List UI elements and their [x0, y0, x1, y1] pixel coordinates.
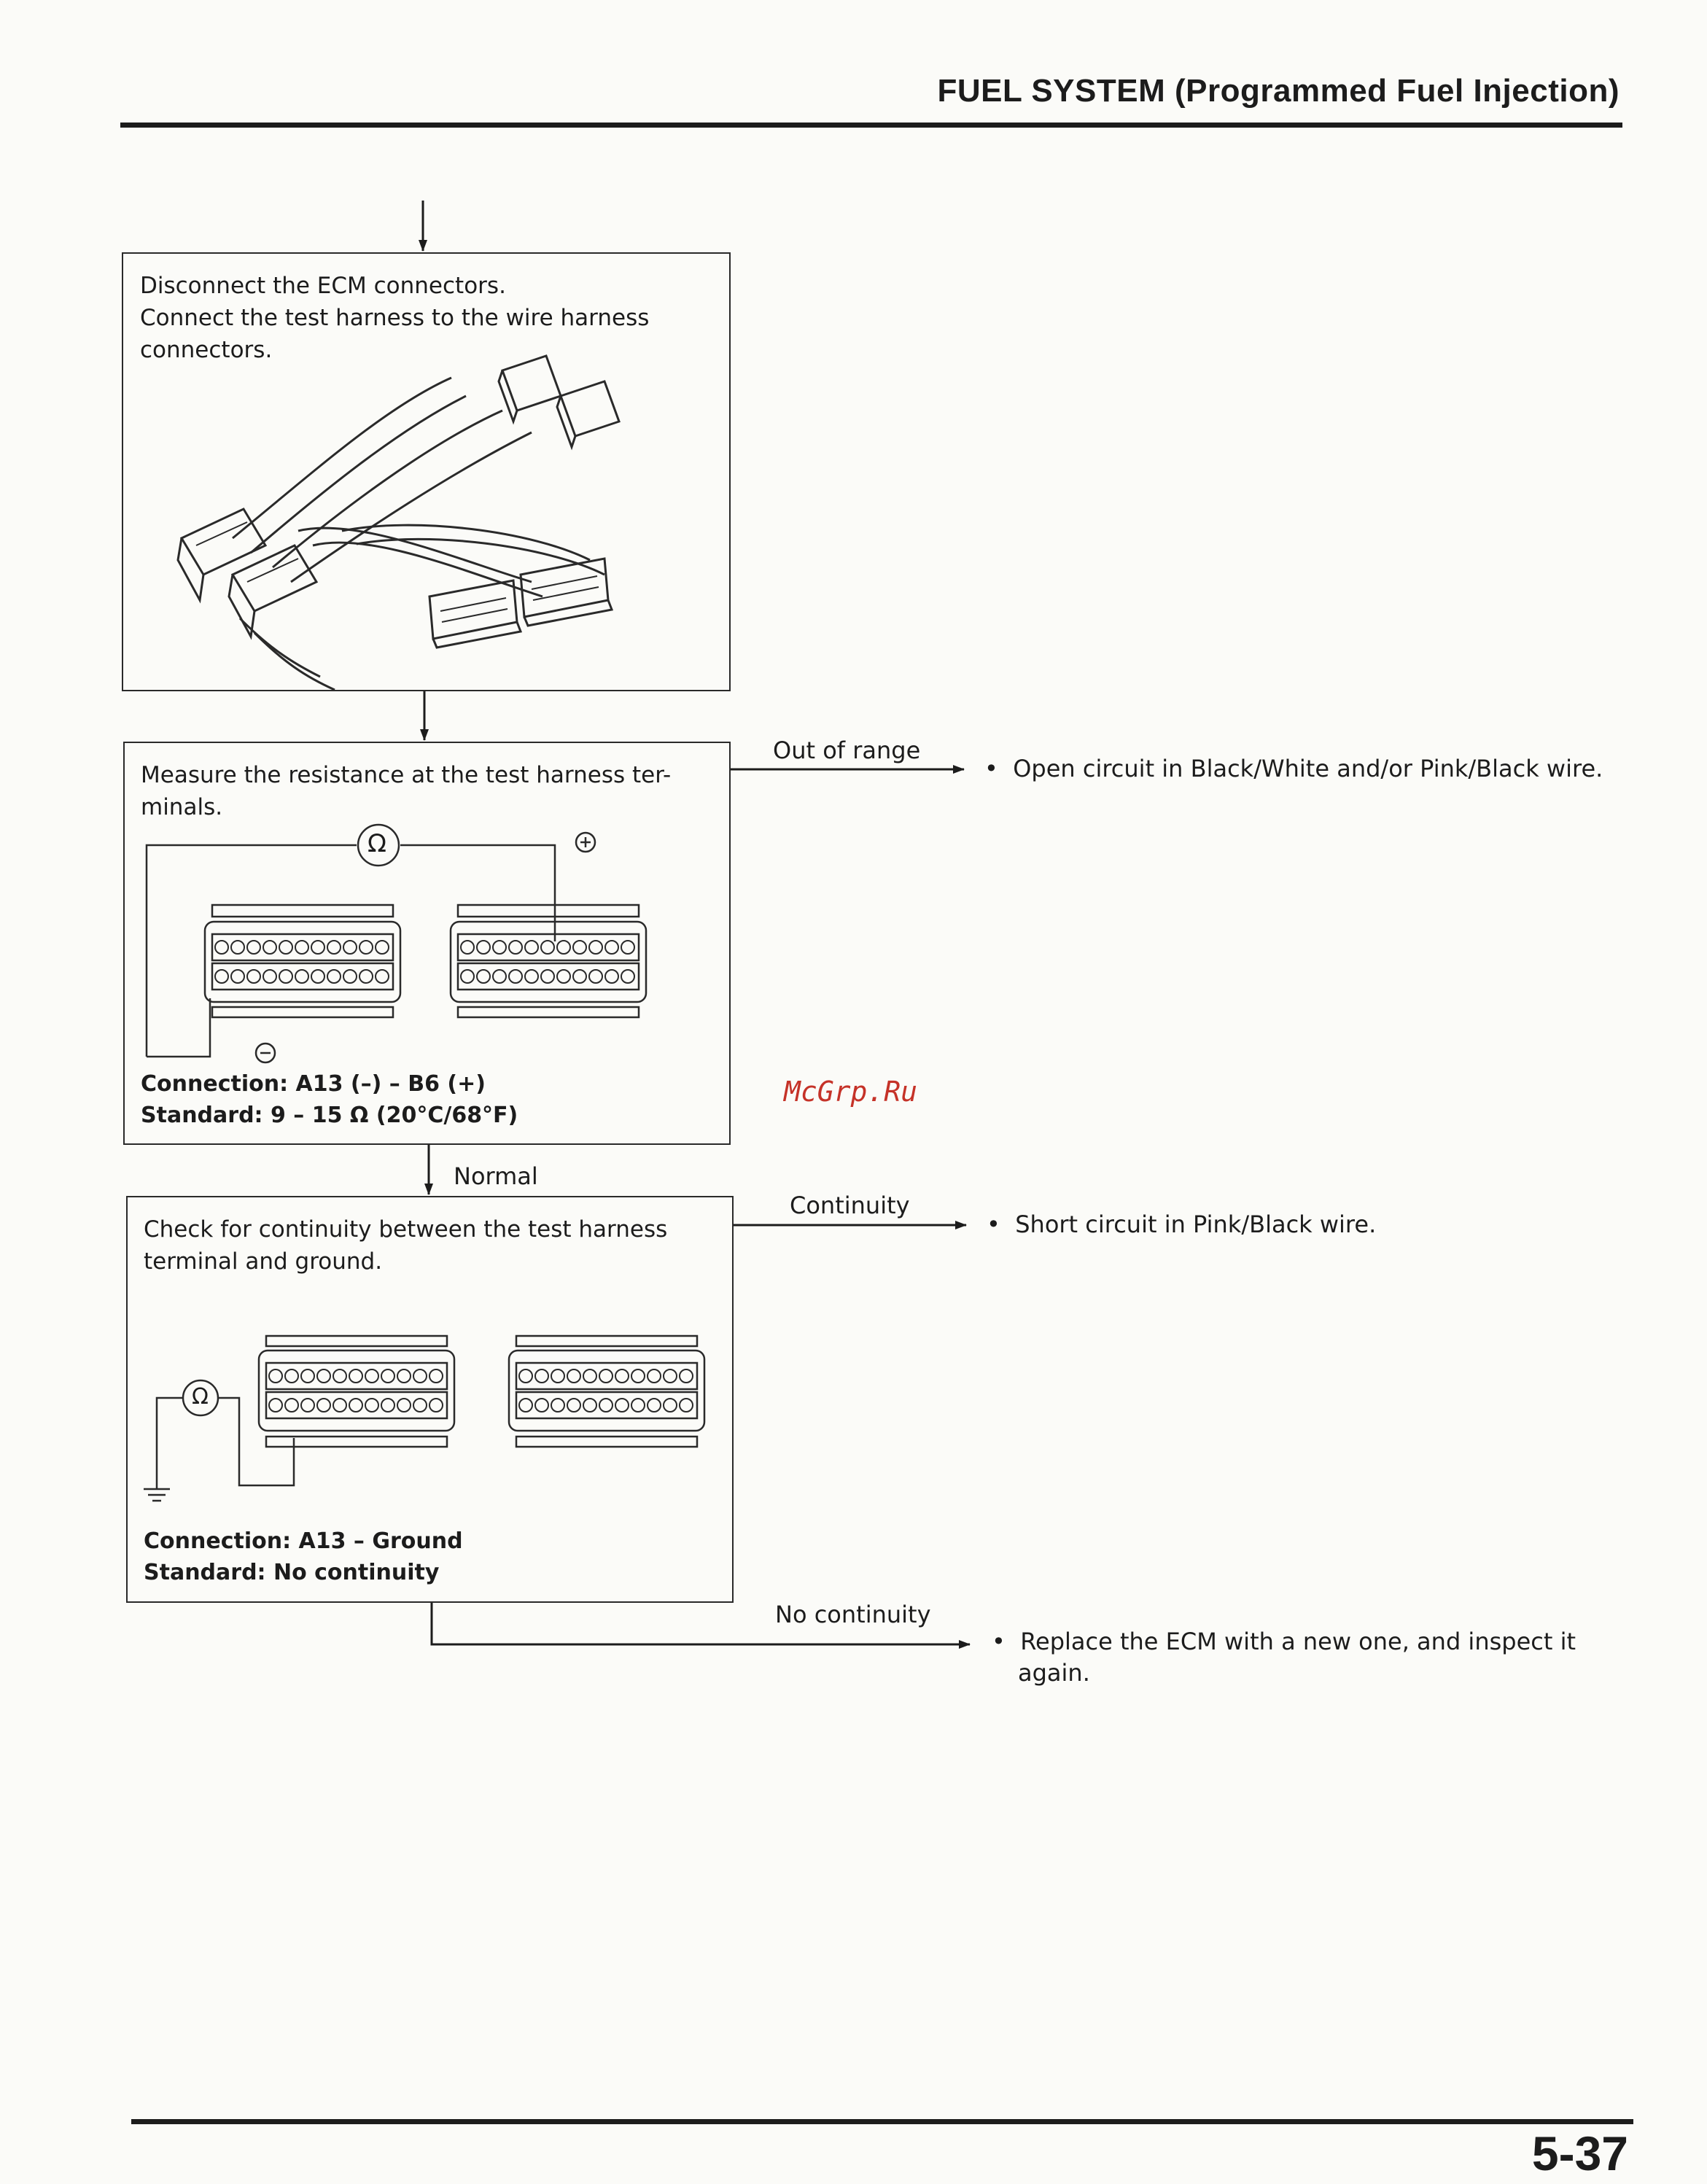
step-2-line-2: minals.: [141, 794, 223, 820]
result-short-circuit-text: Short circuit in Pink/Black wire.: [1015, 1210, 1377, 1238]
connector-pin: [599, 1399, 613, 1412]
connector-pin: [359, 941, 373, 954]
result-replace-ecm: [992, 1626, 1576, 1689]
connector-pin: [573, 970, 586, 983]
connector-pin: [429, 1399, 443, 1412]
result-open-circuit: [984, 753, 1603, 785]
connector-pin: [333, 1369, 346, 1383]
connector-pin: [333, 1399, 346, 1412]
step-2-connection: Connection: A13 (–) – B6 (+): [141, 1071, 486, 1097]
page-header-title: FUEL SYSTEM (Programmed Fuel Injection): [937, 73, 1619, 109]
connector-pin: [279, 970, 292, 983]
connector-pin: [231, 941, 244, 954]
result-short-circuit: [987, 1209, 1376, 1240]
connector-pin: [247, 941, 260, 954]
result-open-circuit-text: Open circuit in Black/White and/or Pink/Black wire.: [1013, 755, 1603, 782]
normal-label: Normal: [454, 1162, 538, 1190]
step-3-box: [126, 1196, 734, 1603]
connector-pin: [301, 1399, 314, 1412]
connector-pin: [648, 1399, 661, 1412]
page-number: 5-37: [1531, 2126, 1628, 2180]
connector-pin: [615, 1399, 629, 1412]
connector-pin: [535, 1369, 548, 1383]
connector-pin: [269, 1399, 282, 1412]
connector-pin: [301, 1369, 314, 1383]
connector-pin: [551, 1369, 564, 1383]
connector-pin: [327, 970, 341, 983]
connector-pin: [477, 941, 490, 954]
connector-pin: [519, 1399, 532, 1412]
connector-pin: [621, 970, 634, 983]
connector-pin: [567, 1399, 580, 1412]
connector-pin: [541, 941, 554, 954]
connector-pin: [664, 1369, 677, 1383]
connector-pin: [605, 941, 618, 954]
connector-pin: [664, 1399, 677, 1412]
connector-pin: [477, 970, 490, 983]
step-3-line-1: Check for continuity between the test harness: [144, 1216, 668, 1243]
connector-pin: [215, 941, 228, 954]
connector-pin: [605, 970, 618, 983]
connector-pin: [429, 1369, 443, 1383]
connector-pin: [615, 1369, 629, 1383]
step-1-line-2: Connect the test harness to the wire harness: [140, 305, 650, 331]
connector-pin: [397, 1369, 411, 1383]
connector-pin: [573, 941, 586, 954]
connector-pin: [295, 970, 308, 983]
connector-pin: [285, 1369, 298, 1383]
connector-pin: [365, 1369, 378, 1383]
connector-pin: [631, 1369, 645, 1383]
connector-pin: [583, 1399, 596, 1412]
ohmmeter-symbol: Ω: [368, 829, 386, 858]
step-1-line-3: connectors.: [140, 337, 273, 363]
connector-pin: [295, 941, 308, 954]
connector-pin: [525, 941, 538, 954]
connector-pin: [589, 970, 602, 983]
step-3-standard: Standard: No continuity: [144, 1560, 440, 1585]
connector-pin: [376, 941, 389, 954]
connector-pin: [557, 941, 570, 954]
connector-pin: [631, 1399, 645, 1412]
bullet: •: [984, 755, 998, 782]
step-3-line-2: terminal and ground.: [144, 1248, 383, 1275]
bullet: •: [987, 1210, 1000, 1238]
connector-pin: [557, 970, 570, 983]
connector-pin: [680, 1399, 693, 1412]
step-3-connection: Connection: A13 – Ground: [144, 1528, 463, 1554]
connector-pin: [567, 1369, 580, 1383]
connector-pin: [343, 970, 357, 983]
connector-pin: [327, 941, 341, 954]
connector-pin: [359, 970, 373, 983]
connector-pin: [263, 970, 276, 983]
connector-pin: [376, 970, 389, 983]
connector-pin: [231, 970, 244, 983]
connector-pin: [525, 970, 538, 983]
connector-pin: [317, 1369, 330, 1383]
connector-pin: [343, 941, 357, 954]
connector-pin: [381, 1399, 394, 1412]
step-2-box: [123, 742, 731, 1145]
connector-pin: [365, 1399, 378, 1412]
connector-pin: [599, 1369, 613, 1383]
ohmmeter-symbol-2: Ω: [192, 1384, 209, 1410]
connector-pin: [269, 1369, 282, 1383]
watermark: McGrp.Ru: [784, 1076, 918, 1108]
connector-pin: [461, 941, 474, 954]
connector-pin: [621, 941, 634, 954]
step-2-standard: Standard: 9 – 15 Ω (20°C/68°F): [141, 1103, 518, 1128]
connector-pin: [247, 970, 260, 983]
connector-pin: [589, 941, 602, 954]
connector-pin: [215, 970, 228, 983]
step-1-box: [122, 252, 731, 691]
connector-pin: [509, 970, 522, 983]
branch-no-continuity-label: No continuity: [775, 1601, 931, 1628]
connector-pin: [285, 1399, 298, 1412]
branch-continuity-label: Continuity: [790, 1192, 910, 1219]
connector-pin: [583, 1369, 596, 1383]
connector-pin: [349, 1399, 362, 1412]
footer-rule: [131, 2119, 1633, 2124]
connector-pin: [413, 1369, 427, 1383]
connector-pin: [493, 970, 506, 983]
connector-pin: [279, 941, 292, 954]
step-2-line-1: Measure the resistance at the test harness ter-: [141, 762, 672, 788]
result-replace-ecm-line-2: again.: [1018, 1659, 1090, 1687]
connector-pin: [535, 1399, 548, 1412]
connector-pin: [680, 1369, 693, 1383]
step-1-line-1: Disconnect the ECM connectors.: [140, 273, 506, 299]
connector-pin: [311, 970, 324, 983]
connector-pin: [541, 970, 554, 983]
connector-pin: [551, 1399, 564, 1412]
connector-pin: [493, 941, 506, 954]
connector-pin: [461, 970, 474, 983]
test-harness-illustration: [123, 254, 732, 693]
branch-out-of-range-label: Out of range: [773, 737, 921, 764]
connector-pin: [381, 1369, 394, 1383]
connector-pin: [413, 1399, 427, 1412]
connector-pin: [397, 1399, 411, 1412]
connector-pin: [311, 941, 324, 954]
connector-pin: [263, 941, 276, 954]
connector-pin: [648, 1369, 661, 1383]
connector-pin: [519, 1369, 532, 1383]
connector-pin: [509, 941, 522, 954]
bullet: •: [992, 1628, 1006, 1655]
result-replace-ecm-line-1: Replace the ECM with a new one, and inspect it: [1020, 1628, 1576, 1655]
connector-pin: [317, 1399, 330, 1412]
connector-pin: [349, 1369, 362, 1383]
